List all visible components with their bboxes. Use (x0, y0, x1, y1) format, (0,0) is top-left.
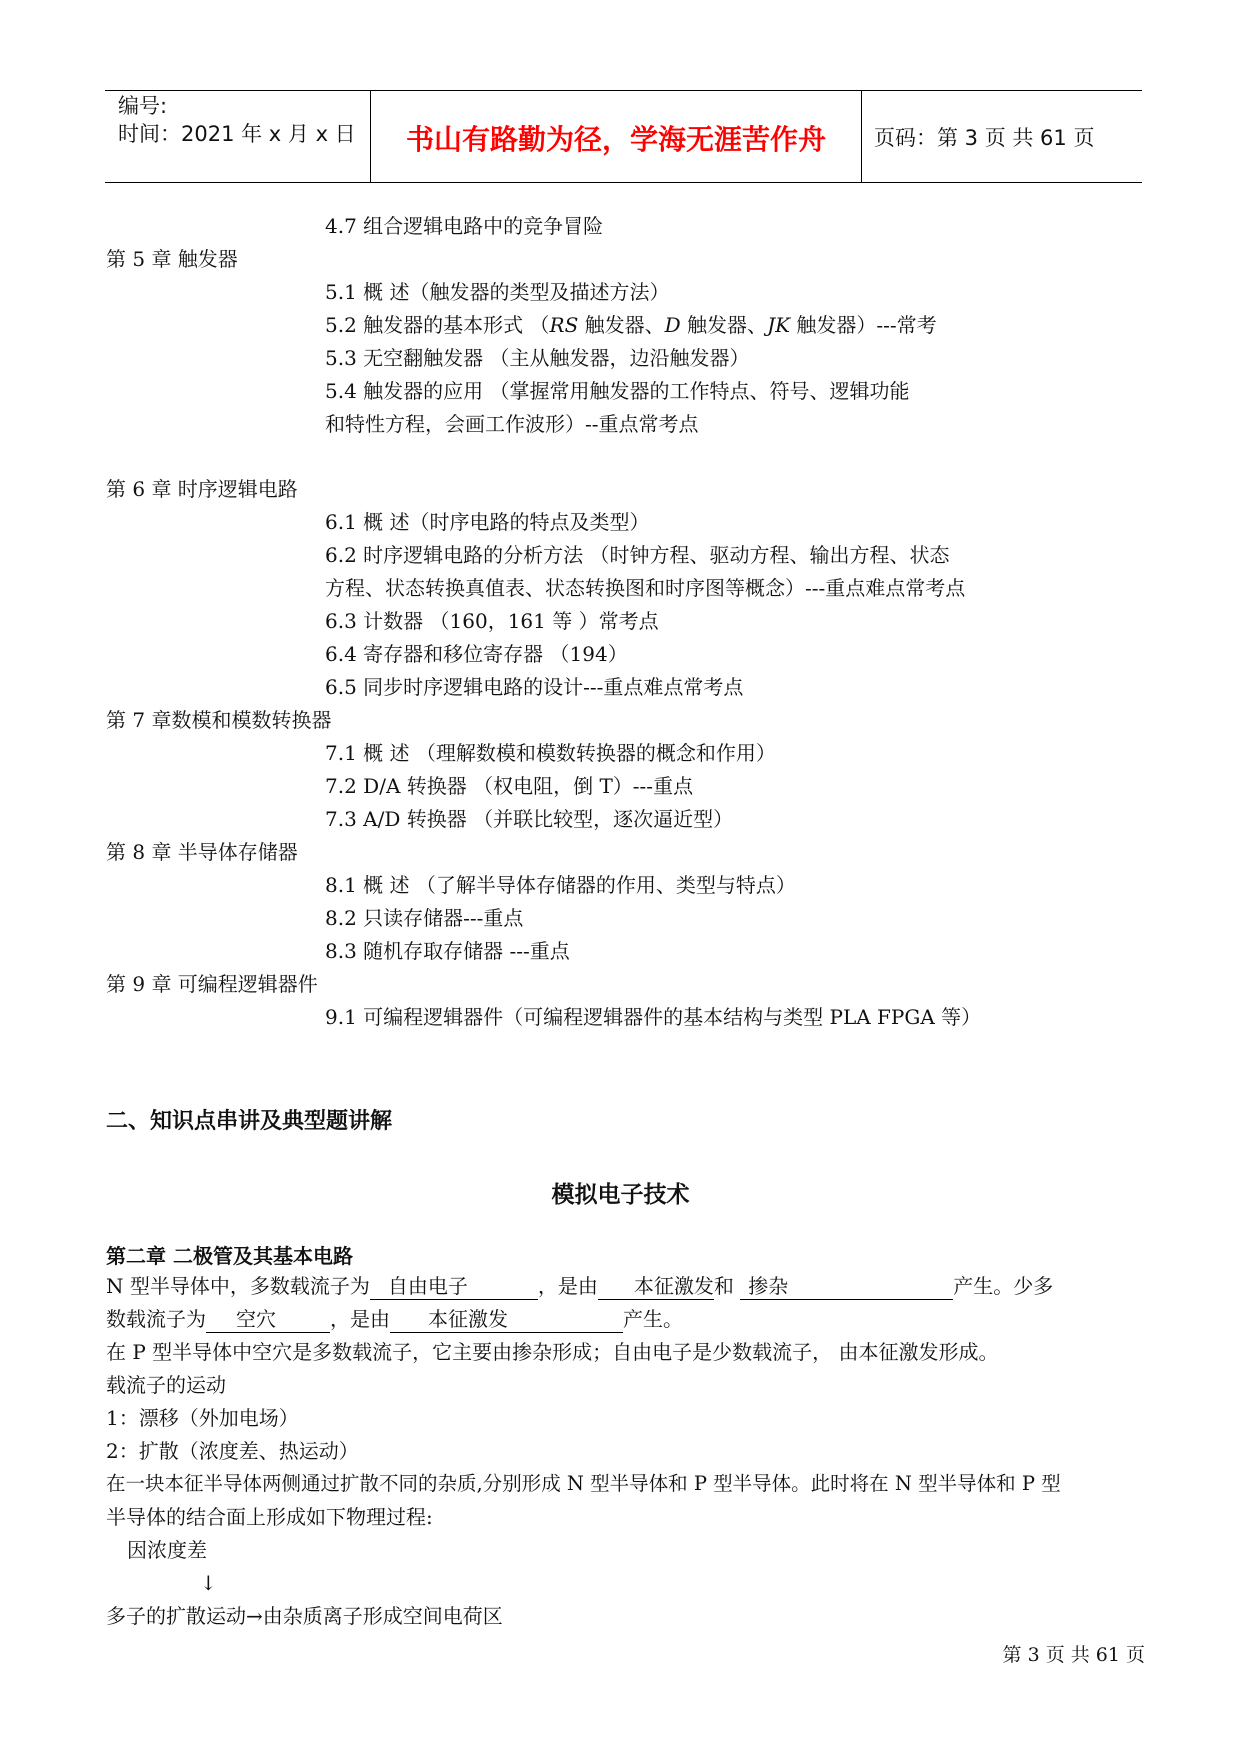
footer-page-number: 第 3 页 共 61 页 (1002, 1644, 1145, 1666)
body-line-1-b: ，是由 (537, 1274, 598, 1298)
blank-source-3: 本征激发 (390, 1306, 623, 1333)
body-line-2-c: 产生。 (623, 1307, 683, 1331)
body-line-1 (106, 1273, 1053, 1300)
outline-line-7-2: 7.2 D/A 转换器 （权电阻，倒 T）---重点 (325, 774, 694, 798)
outline-line-8-3: 8.3 随机存取存储器 ---重点 (325, 939, 570, 963)
section-title: 二、知识点串讲及典型题讲解 (106, 1109, 393, 1134)
body-line-1-d: 产生。少多 (953, 1274, 1054, 1298)
body-line-6: 2：扩散（浓度差、热运动） (106, 1439, 359, 1463)
header-number-label: 编号: (118, 94, 168, 118)
header-left-cell (118, 92, 356, 148)
outline-5-2-part-c: 触发器、 (680, 313, 768, 337)
body-line-2-b: ，是由 (330, 1307, 390, 1331)
outline-line-6-5: 6.5 同步时序逻辑电路的设计---重点难点常考点 (325, 675, 744, 699)
body-line-2-a: 数载流子为 (106, 1307, 206, 1331)
outline-5-2-part-b: 触发器、 (578, 313, 665, 337)
outline-line-5-1: 5.1 概 述（触发器的类型及描述方法） (325, 280, 670, 304)
outline-line-5-4: 5.4 触发器的应用 （掌握常用触发器的工作特点、符号、逻辑功能 (325, 379, 910, 403)
blank-source-1: 本征激发 (598, 1273, 714, 1300)
body-line-2 (106, 1306, 683, 1333)
outline-line-5-2 (325, 312, 937, 338)
blank-majority-carrier: 自由电子 (370, 1273, 538, 1300)
outline-line-4-7: 4.7 组合逻辑电路中的竞争冒险 (325, 214, 604, 238)
outline-line-6-4: 6.4 寄存器和移位寄存器 （194） (325, 642, 628, 666)
body-line-4: 载流子的运动 (106, 1373, 226, 1397)
body-line-8: 半导体的结合面上形成如下物理过程: (106, 1505, 433, 1529)
outline-5-2-d: D (664, 313, 681, 337)
outline-chapter-7: 第 7 章数模和模数转换器 (106, 708, 332, 732)
outline-line-6-2: 6.2 时序逻辑电路的分析方法 （时钟方程、驱动方程、输出方程、状态 (325, 543, 950, 567)
blank-source-2: 掺杂 (740, 1273, 953, 1300)
header-divider-right (861, 90, 862, 183)
outline-line-5-4-cont: 和特性方程，会画工作波形）--重点常考点 (325, 412, 699, 436)
body-line-1-a: N 型半导体中，多数载流子为 (106, 1274, 370, 1298)
outline-line-7-1: 7.1 概 述 （理解数模和模数转换器的概念和作用） (325, 741, 776, 765)
subject-title: 模拟电子技术 (551, 1182, 690, 1208)
body-line-7: 在一块本征半导体两侧通过扩散不同的杂质,分别形成 N 型半导体和 P 型半导体。此时将在 N 型半导体和 P 型 (106, 1472, 1061, 1495)
header-time-label: 时间：2021 年 x 月 x 日 (118, 122, 356, 146)
outline-line-6-2-cont: 方程、状态转换真值表、状态转换图和时序图等概念）---重点难点常考点 (325, 576, 966, 600)
outline-line-6-3: 6.3 计数器 （160，161 等 ）常考点 (325, 609, 659, 633)
blank-minority-carrier: 空穴 (206, 1306, 330, 1333)
header-bottom-rule (105, 182, 1142, 183)
outline-chapter-8: 第 8 章 半导体存储器 (106, 840, 298, 864)
body-line-3: 在 P 型半导体中空穴是多数载流子，它主要由掺杂形成；自由电子是少数载流子， 由本征激发形成。 (106, 1340, 999, 1364)
outline-5-2-part-d: 触发器）---常考 (790, 313, 937, 337)
body-line-1-c: 和 (713, 1274, 741, 1298)
header-motto: 书山有路勤为径，学海无涯苦作舟 (405, 123, 826, 156)
outline-line-9-1: 9.1 可编程逻辑器件（可编程逻辑器件的基本结构与类型 PLA FPGA 等） (325, 1005, 982, 1029)
chapter-title: 第二章 二极管及其基本电路 (106, 1244, 353, 1268)
outline-line-5-3: 5.3 无空翻触发器 （主从触发器，边沿触发器） (325, 346, 750, 370)
outline-chapter-6: 第 6 章 时序逻辑电路 (106, 477, 298, 501)
outline-chapter-9: 第 9 章 可编程逻辑器件 (106, 972, 318, 996)
outline-line-8-1: 8.1 概 述 （了解半导体存储器的作用、类型与特点） (325, 873, 796, 897)
outline-5-2-rs: RS (549, 313, 579, 337)
body-line-5: 1：漂移（外加电场） (106, 1406, 299, 1430)
outline-chapter-5: 第 5 章 触发器 (106, 247, 238, 271)
body-line-11: 多子的扩散运动→由杂质离子形成空间电荷区 (106, 1604, 503, 1628)
outline-5-2-part-a: 5.2 触发器的基本形式 （ (325, 313, 550, 337)
header-page-label: 页码：第 3 页 共 61 页 (874, 126, 1095, 150)
outline-line-6-1: 6.1 概 述（时序电路的特点及类型） (325, 510, 650, 534)
body-line-9: 因浓度差 (127, 1538, 207, 1562)
header-top-rule (105, 90, 1142, 91)
outline-5-2-jk: JK (767, 313, 791, 337)
outline-line-7-3: 7.3 A/D 转换器 （并联比较型，逐次逼近型） (325, 807, 734, 831)
outline-line-8-2: 8.2 只读存储器---重点 (325, 906, 524, 930)
down-arrow: ↓ (200, 1571, 217, 1595)
